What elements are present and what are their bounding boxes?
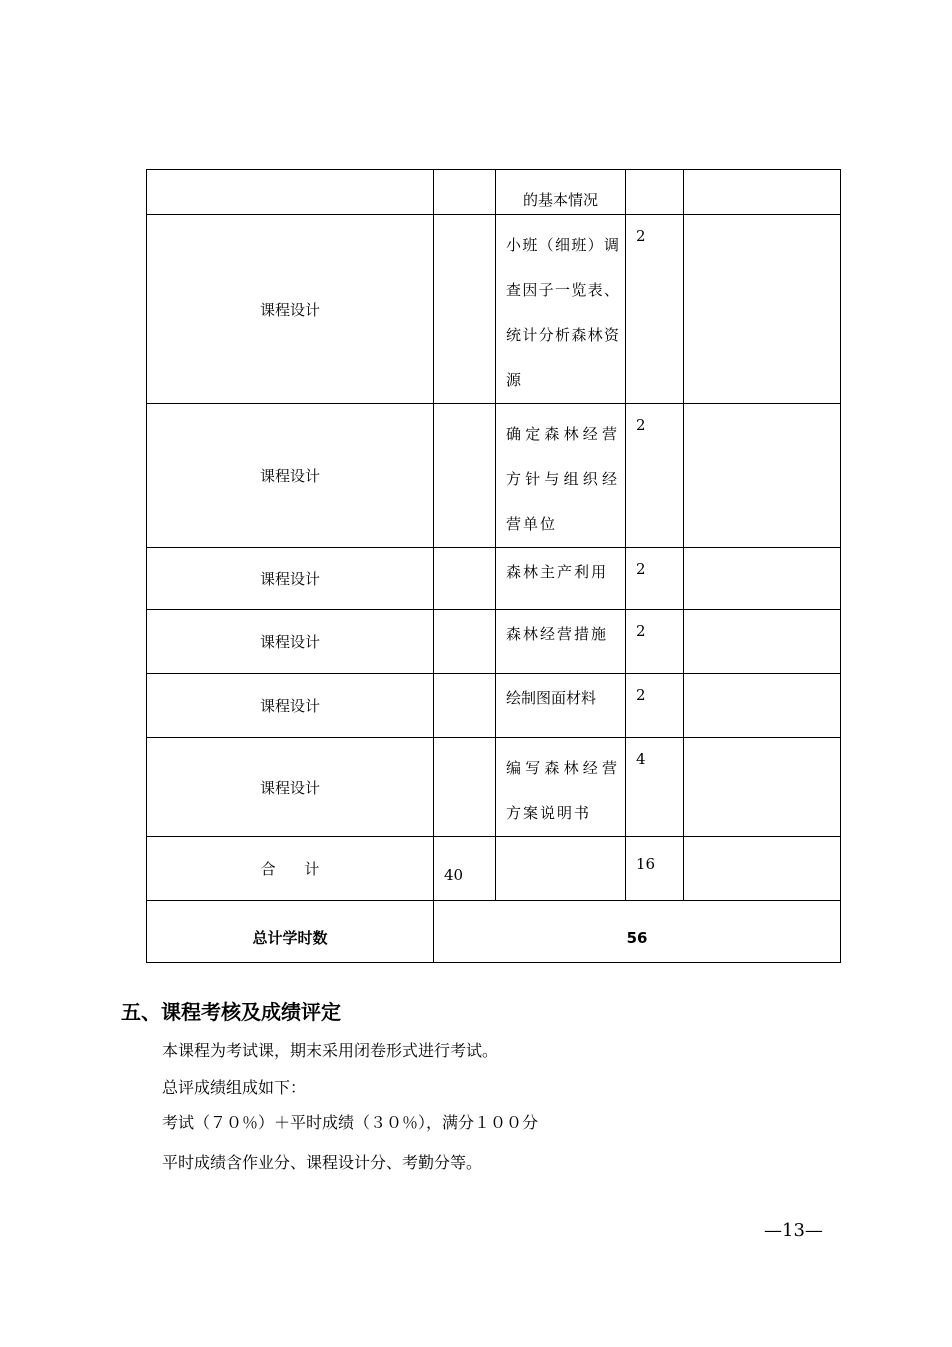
hours-table (146, 169, 841, 963)
lecture-hours-cell (434, 674, 496, 738)
topic-cell: 森林经营措施 (496, 610, 626, 674)
table-row (147, 674, 841, 738)
topic-cell: 绘制图面材料 (496, 674, 626, 738)
assessment-paragraph: 本课程为考试课，期末采用闭卷形式进行考试。 (162, 1041, 499, 1060)
lecture-hours-cell (434, 170, 496, 215)
course-cell: 课程设计 (147, 215, 434, 404)
total-hours-label: 总计学时数 (147, 901, 434, 963)
table-row (147, 215, 841, 404)
subtotal-lecture-hours: 40 (434, 837, 496, 901)
note-cell (684, 404, 841, 548)
table-row (147, 404, 841, 548)
section-title: 五、课程考核及成绩评定 (121, 1000, 341, 1024)
course-cell: 课程设计 (147, 548, 434, 610)
assessment-paragraph: 考试（７０％）＋平时成绩（３０％），满分１００分 (162, 1113, 539, 1132)
lecture-hours-cell (434, 215, 496, 404)
design-hours-cell: 2 (626, 404, 684, 548)
assessment-paragraph: 总评成绩组成如下： (162, 1078, 307, 1097)
lecture-hours-cell (434, 548, 496, 610)
lecture-hours-cell (434, 610, 496, 674)
subtotal-topic (496, 837, 626, 901)
topic-cell: 森林主产利用 (496, 548, 626, 610)
design-hours-cell: 2 (626, 610, 684, 674)
course-cell: 课程设计 (147, 738, 434, 837)
subtotal-row (147, 837, 841, 901)
topic-cell: 编写森林经营方案说明书 (496, 738, 626, 837)
table-row (147, 548, 841, 610)
topic-cell: 小班（细班）调查因子一览表、统计分析森林资源 (496, 215, 626, 404)
design-hours-cell (626, 170, 684, 215)
note-cell (684, 548, 841, 610)
topic-cell: 确定森林经营方针与组织经营单位 (496, 404, 626, 548)
total-row (147, 901, 841, 963)
design-hours-cell: 2 (626, 548, 684, 610)
table-row (147, 170, 841, 215)
subtotal-design-hours: 16 (626, 837, 684, 901)
lecture-hours-cell (434, 738, 496, 837)
table-row (147, 738, 841, 837)
design-hours-cell: 2 (626, 215, 684, 404)
design-hours-cell: 2 (626, 674, 684, 738)
course-cell (147, 170, 434, 215)
subtotal-note (684, 837, 841, 901)
design-hours-cell: 4 (626, 738, 684, 837)
table-row (147, 610, 841, 674)
lecture-hours-cell (434, 404, 496, 548)
note-cell (684, 610, 841, 674)
assessment-paragraph: 平时成绩含作业分、课程设计分、考勤分等。 (162, 1153, 483, 1172)
note-cell (684, 215, 841, 404)
note-cell (684, 674, 841, 738)
course-cell: 课程设计 (147, 404, 434, 548)
topic-cell: 的基本情况 (496, 170, 626, 215)
subtotal-label: 合 计 (147, 837, 434, 901)
page-number: —13— (764, 1220, 823, 1241)
note-cell (684, 170, 841, 215)
course-cell: 课程设计 (147, 610, 434, 674)
total-hours-value: 56 (434, 901, 841, 963)
course-cell: 课程设计 (147, 674, 434, 738)
note-cell (684, 738, 841, 837)
